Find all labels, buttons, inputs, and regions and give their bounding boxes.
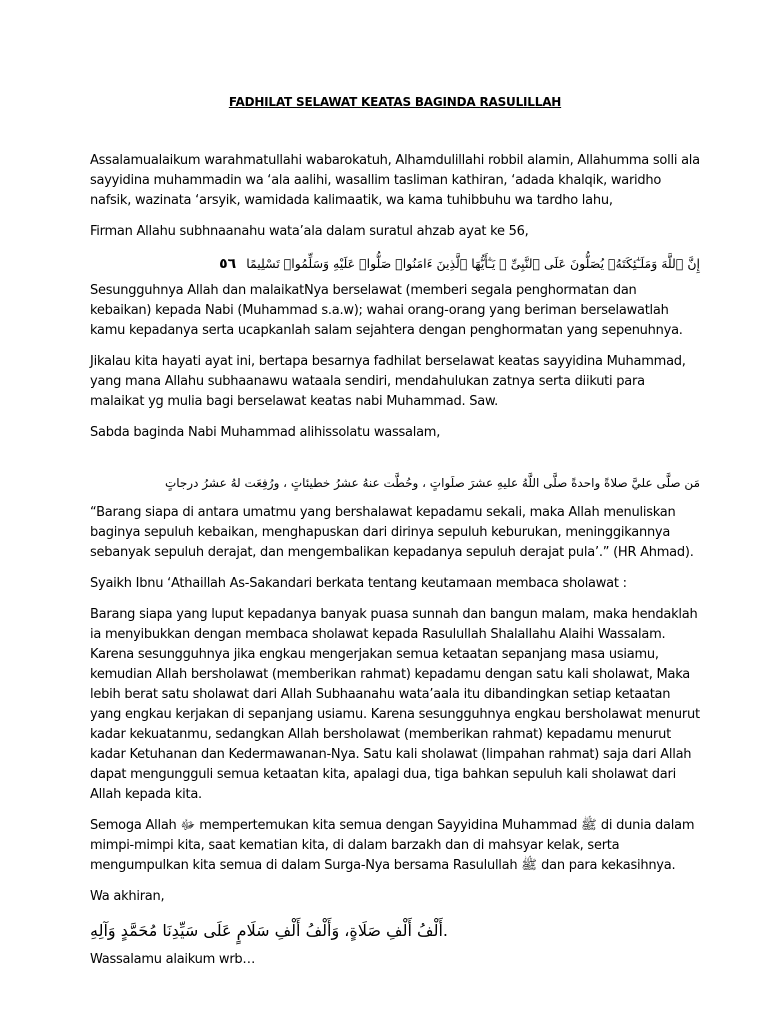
sabda-intro-paragraph: Sabda baginda Nabi Muhammad alihissolatu wassalam, <box>90 425 441 440</box>
syaikh-intro-paragraph: Syaikh Ibnu ‘Athaillah As-Sakandari berkata tentang keutamaan membaca sholawat : <box>90 576 627 591</box>
syaikh-quote-paragraph: Barang siapa yang luput kepadanya banyak puasa sunnah dan bangun malam, maka hendaklah ia menyibukkan dengan membaca sholawat kepada Rasulullah Shalallahu Alaihi Wassalam. Karena sesungguhnya jika engkau mengerjakan semua ketaatan sepanjang masa usiamu, kemudian Allah bersholawat (memberikan rahmat) kepadamu dengan satu kali sholawat, Maka lebih berat satu sholawat dari Allah Subhaanahu wata’aala itu dibandingkan setiap ketaatan yang engkau kerjakan di sepanjang usiamu. Karena sesungguhnya engkau bersholawat menurut kadar kekuatanmu, sedangkan Allah bersholawat (memberikan rahmat) kepadamu menurut kadar Ketuhanan dan Kedermawanan-Nya. Satu kali sholawat (limpahan rahmat) saja dari Allah dapat mengungguli semua ketaatan kita, apalagi dua, tiga bahkan sepuluh kali sholawat dari Allah kepada kita. <box>90 607 700 802</box>
sign-off-paragraph: Wassalamu alaikum wrb… <box>90 952 256 967</box>
hadith-translation-paragraph: “Barang siapa di antara umatmu yang bershalawat kepadamu sekali, maka Allah menuliskan baginya sepuluh kebaikan, menghapuskan dari dirinya sepuluh keburukan, meninggikannya sebanyak sepuluh derajat, dan mengembalikan kepadanya sepuluh derajat pula’.” (HR Ahmad). <box>90 505 694 560</box>
verse-text: إِنَّ ٱللَّهَ وَمَلَـٰٓئِكَتَهُۥ يُصَلُّونَ عَلَى ٱلنَّبِىِّ ۚ يَـٰٓأَيُّهَا ٱلَّذِينَ ءَامَنُوا۟ صَلُّوا۟ عَلَيْهِ وَسَلِّمُوا۟ تَسْلِيمًا <box>246 256 700 271</box>
document-title: FADHILAT SELAWAT KEATAS BAGINDA RASULILLAH <box>228 95 562 109</box>
verse-number: ٥٦ <box>219 256 237 272</box>
closing-intro-paragraph: Wa akhiran, <box>90 889 165 904</box>
doa-paragraph: Semoga Allah ﷻ mempertemukan kita semua dengan Sayyidina Muhammad ﷺ di dunia dalam mimpi-mimpi kita, saat kematian kita, di dalam barzakh dan di mahsyar kelak, serta mengumpulkan kita semua di dalam Surga-Nya bersama Rasulullah ﷺ dan para kekasihnya. <box>90 818 695 873</box>
closing-salawat-arabic: أَلْفُ أَلْفِ صَلَاةٍ، وَأَلْفُ أَلْفِ سَلَامٍ عَلَى سَيِّدِنَا مُحَمَّدٍ وَآلِهِ. <box>90 921 448 940</box>
intro-paragraph: Assalamualaikum warahmatullahi wabarokatuh, Alhamdulillahi robbil alamin, Allahumma solli ala sayyidina muhammadin wa ‘ala aalihi, wasallim tasliman kathiran, ‘adada khalqik, waridho nafsik, wazinata ‘arsyik, wamidada kalimaatik, wa kama tuhibbuhu wa tardho lahu, <box>90 153 700 208</box>
firman-intro-paragraph: Firman Allahu subhnaanahu wata’ala dalam suratul ahzab ayat ke 56, <box>90 224 529 239</box>
verse-translation-paragraph: Sesungguhnya Allah dan malaikatNya berselawat (memberi segala penghormatan dan kebaikan) kepada Nabi (Muhammad s.a.w); wahai orang-orang yang beriman berselawatlah kamu kepadanya serta ucapkanlah salam sejahtera dengan penghormatan yang sepenuhnya. <box>90 283 683 338</box>
quran-verse <box>90 253 700 275</box>
reflection-paragraph: Jikalau kita hayati ayat ini, bertapa besarnya fadhilat berselawat keatas sayyidina Muhammad, yang mana Allahu subhaanawu wataala sendiri, mendahulukan zatnya serta diikuti para malaikat yg mulia bagi berselawat keatas nabi Muhammad. Saw. <box>90 354 686 409</box>
hadith-arabic: مَن صلَّى عليَّ صلاةً واحدةً صلَّى اللَّهُ عليهِ عشرَ صلَواتٍ ، وحُطَّت عنهُ عشرُ خطيئاتٍ ، ورُفِعَت لهُ عشرُ درجاتٍ <box>164 476 700 490</box>
